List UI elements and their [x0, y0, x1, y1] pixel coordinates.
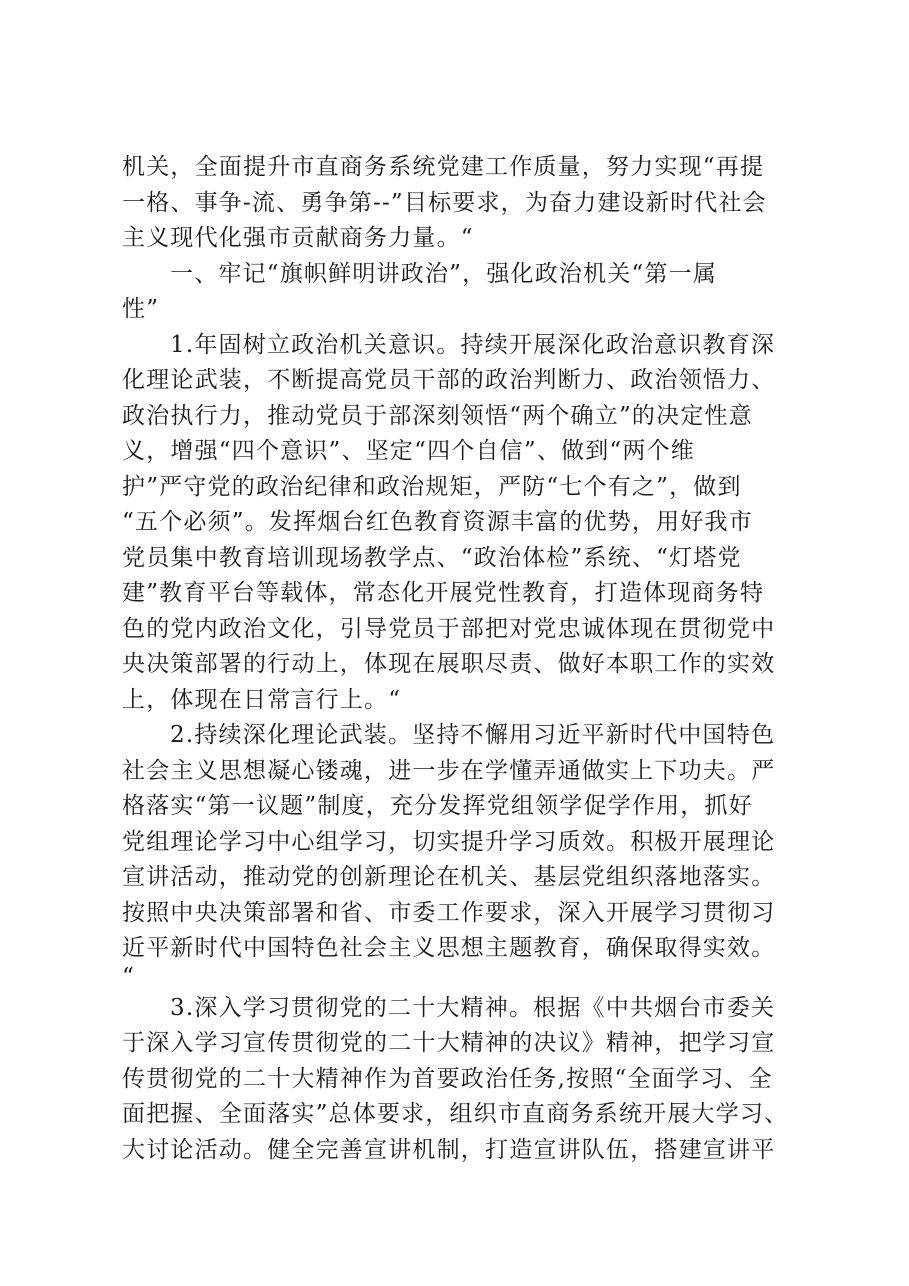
text-line: 央决策部署的行动上，体现在展职尽责、做好本职工作的实效: [122, 651, 776, 677]
text-line: 义，增强“四个意识”、坚定“四个自信”、做到“两个维: [122, 438, 695, 464]
document-body: [122, 150, 802, 1168]
text-line: 上，体现在日常言行上。“: [122, 686, 402, 713]
text-line: 党员集中教育培训现场教学点、“政治体检”系统、“灯塔党: [122, 544, 742, 571]
text-line: 格落实“第一议题”制度，充分发挥党组领学促学作用，抓好: [122, 793, 753, 819]
text-line: 传贯彻党的二十大精神作为首要政治任务,按照“全面学习、全: [122, 1065, 773, 1092]
text-line: “五个必须”。发挥烟台红色教育资源丰富的优势，用好我市: [122, 509, 753, 535]
text-line: 3.深入学习贯彻党的二十大精神。根据《中共烟台市委关: [170, 994, 776, 1021]
text-line: 党组理论学习中心组学习，切实提升学习质效。积极开展理论: [122, 828, 776, 855]
text-line: 面把握、全面落实”总体要求，组织市直商务系统开展大学习、: [122, 1101, 789, 1127]
text-line: 一格、事争-流、勇争第--”目标要求，为奋力建设新时代社会: [122, 189, 767, 216]
text-line: 政治执行力，推动党员于部深刻领悟“两个确立”的决定性意: [122, 402, 753, 429]
text-line: 大讨论活动。健全完善宣讲机制，打造宣讲队伍，搭建宣讲平: [122, 1136, 776, 1163]
text-line: 于深入学习宣传贯彻党的二十大精神的决议》精神，把学习宣: [122, 1030, 776, 1056]
text-line: 按照中央决策部署和省、市委工作要求，深入开展学习贯彻习: [122, 899, 776, 926]
text-line: 性”: [122, 296, 160, 322]
text-line: 建”教育平台等载体，常态化开展党性教育，打造体现商务特: [122, 580, 765, 606]
text-line: 主义现代化强市贡献商务力量。“: [122, 225, 474, 251]
text-line: 机关，全面提升市直商务系统党建工作质量，努力实现“再提: [122, 154, 765, 180]
text-line: 一、牢记“旗帜鲜明讲政治”，强化政治机关“第一属: [170, 260, 718, 287]
text-line: 化理论武装，不断提高党员干部的政治判断力、政治领悟力、: [122, 367, 776, 393]
text-line: “: [122, 963, 135, 990]
text-line: 护”严守党的政治纪律和政治规矩，严防“七个有之”，做到: [122, 473, 742, 500]
text-line: 近平新时代中国特色社会主义思想主题教育，确保取得实效。: [122, 935, 776, 961]
text-line: 社会主义思想凝心镂魂，进一步在学懂弄通做实上下功夫。严: [122, 757, 776, 784]
text-line: 2.持续深化理论武装。坚持不懈用习近平新时代中国特色: [170, 722, 776, 748]
text-line: 1.年固树立政治机关意识。持续开展深化政治意识教育深: [170, 331, 776, 358]
text-line: 色的党内政治文化，引导党员于部把对党忠诚体现在贯彻党中: [122, 615, 776, 642]
text-line: 宣讲活动，推动党的创新理论在机关、基层党组织落地落实。: [122, 864, 776, 890]
